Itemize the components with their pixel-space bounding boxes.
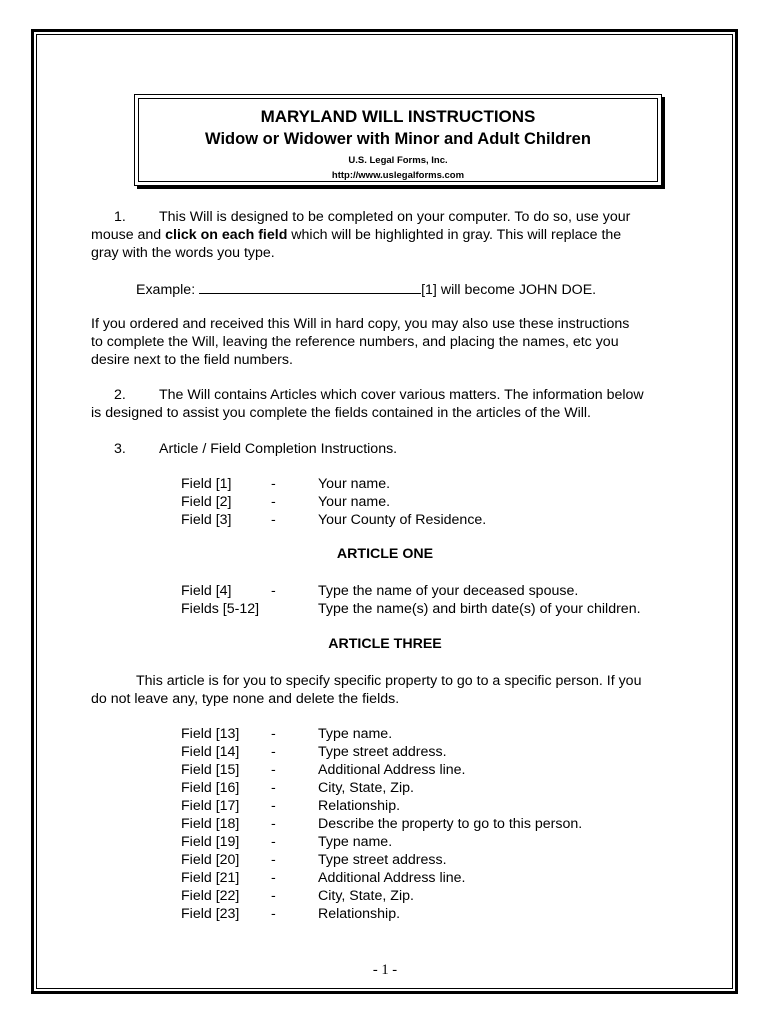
field-dash: - [271,834,276,850]
field-dash: - [271,726,276,742]
p1-line2-post: which will be highlighted in gray. This will replace the [287,227,622,243]
document-subtitle: Widow or Widower with Minor and Adult Children [205,130,591,148]
field-label: Field [15] [181,762,240,778]
field-dash: - [271,816,276,832]
example-ref: [1] [421,282,437,298]
field-description: Additional Address line. [318,762,466,778]
field-label: Field [21] [181,870,240,886]
header-box [134,94,662,186]
p2-line1: The Will contains Articles which cover various matters. The information below [159,387,644,403]
field-label: Field [23] [181,906,240,922]
example-result: will become JOHN DOE. [436,282,597,298]
field-label: Field [17] [181,798,240,814]
field-dash: - [271,494,276,510]
field-description: City, State, Zip. [318,780,414,796]
page-number: - 1 - [372,962,398,978]
p1-line2-bold: click on each field [165,227,288,243]
field-dash: - [271,870,276,886]
article-three-heading: ARTICLE THREE [328,636,442,652]
field-dash: - [271,906,276,922]
field-description: Your name. [318,476,391,492]
field-description: Relationship. [318,798,401,814]
field-dash: - [271,512,276,528]
p1-line3: gray with the words you type. [91,245,275,261]
field-label: Field [19] [181,834,240,850]
article-three-intro-line2: do not leave any, type none and delete the fields. [91,691,400,707]
field-label: Field [14] [181,744,240,760]
field-label: Field [16] [181,780,240,796]
field-description: Relationship. [318,906,401,922]
p1-number: 1. [114,209,126,225]
field-description: City, State, Zip. [318,888,414,904]
field-description: Additional Address line. [318,870,466,886]
company-name: U.S. Legal Forms, Inc. [348,155,448,166]
field-dash: - [271,780,276,796]
field-description: Type the name of your deceased spouse. [318,583,579,599]
p1-line2 [91,226,621,244]
field-label: Field [4] [181,583,232,599]
example-label: Example: [136,282,196,298]
field-label: Field [18] [181,816,240,832]
field-dash: - [271,583,276,599]
field-description: Your name. [318,494,391,510]
example-blank [199,280,421,294]
field-description: Describe the property to go to this person. [318,816,583,832]
field-description: Your County of Residence. [318,512,487,528]
hardcopy-line1: If you ordered and received this Will in hard copy, you may also use these instructions [91,316,630,332]
field-label: Field [20] [181,852,240,868]
field-description: Type street address. [318,852,447,868]
field-label: Field [3] [181,512,232,528]
hardcopy-line2: to complete the Will, leaving the reference numbers, and placing the names, etc you [91,334,619,350]
field-description: Type name. [318,834,393,850]
document-title: MARYLAND WILL INSTRUCTIONS [260,107,536,126]
p3-number: 3. [114,441,126,457]
p2-line2: is designed to assist you complete the fields contained in the articles of the Will. [91,405,591,421]
field-label: Field [22] [181,888,240,904]
field-label: Field [2] [181,494,232,510]
field-dash: - [271,852,276,868]
field-description: Type the name(s) and birth date(s) of your children. [318,601,641,617]
header-box-inner [138,98,658,182]
company-url[interactable]: http://www.uslegalforms.com [331,170,465,181]
field-label: Fields [5-12] [181,601,260,617]
p1-line2-pre: mouse and [91,227,166,243]
field-dash: - [271,888,276,904]
field-description: Type name. [318,726,393,742]
field-label: Field [13] [181,726,240,742]
field-dash: - [271,798,276,814]
example-line [136,280,596,299]
p2-number: 2. [114,387,126,403]
hardcopy-line3: desire next to the field numbers. [91,352,293,368]
field-dash: - [271,744,276,760]
p1-line1: This Will is designed to be completed on your computer. To do so, use your [159,209,631,225]
field-label: Field [1] [181,476,232,492]
p3-text: Article / Field Completion Instructions. [159,441,398,457]
article-three-intro-line1: This article is for you to specify specific property to go to a specific person. If you [136,673,642,689]
article-one-heading: ARTICLE ONE [336,546,434,562]
field-dash: - [271,762,276,778]
field-description: Type street address. [318,744,447,760]
field-dash: - [271,476,276,492]
